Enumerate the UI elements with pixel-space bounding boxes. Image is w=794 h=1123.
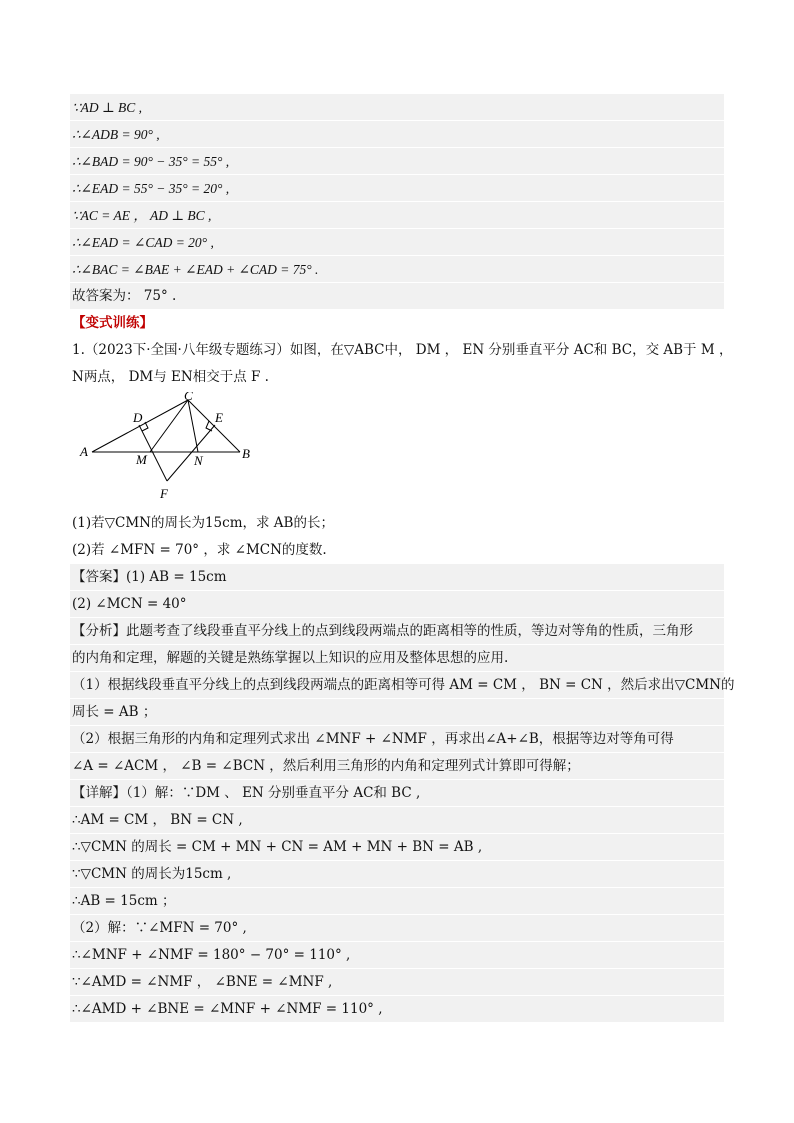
solution-line: ∵AC = AE ， AD ⊥ BC , xyxy=(70,202,724,229)
label-D: D xyxy=(133,410,143,425)
analysis-line: 周长 = AB ； xyxy=(70,699,724,726)
detail-line: ∴∠MNF + ∠NMF = 180° − 70° = 110° , xyxy=(70,942,724,969)
detail-line: ∴AB = 15cm ； xyxy=(70,888,724,915)
section-title: 【变式训练】 xyxy=(72,315,153,331)
question-block xyxy=(70,337,733,391)
detail-line: （2）解：∵∠MFN = 70° , xyxy=(70,915,724,942)
label-F: F xyxy=(160,486,168,501)
detail-line: ∵▽CMN 的周长为15cm , xyxy=(70,861,724,888)
solution-line: ∴∠BAD = 90° − 35° = 55° , xyxy=(70,148,724,175)
answer-line: (2) ∠MCN = 40° xyxy=(70,591,724,618)
question-line-1: 1.（2023下·全国·八年级专题练习）如图，在▽ABC中， DM ， EN 分别垂直平分 AC和 BC，交 AB于 M ， xyxy=(72,342,733,358)
sub-question-2: (2)若 ∠MFN = 70° ，求 ∠MCN的度数. xyxy=(72,542,327,558)
analysis-line: 【分析】此题考查了线段垂直平分线上的点到线段两端点的距离相等的性质，等边对等角的性质，三角形 xyxy=(70,618,724,645)
sub-questions xyxy=(70,510,724,564)
detail-line: ∴AM = CM ， BN = CN , xyxy=(70,807,724,834)
geometry-figure xyxy=(78,392,278,507)
detail-line: 【详解】（1）解：∵DM 、 EN 分别垂直平分 AC和 BC , xyxy=(70,780,724,807)
detail-line: ∴▽CMN 的周长 = CM + MN + CN = AM + MN + BN = AB , xyxy=(70,834,724,861)
solution-conclusion: 故答案为： 75° . xyxy=(70,283,724,310)
answer-line: 【答案】(1) AB = 15cm xyxy=(70,564,724,591)
segment-CM xyxy=(150,400,188,452)
segment-EF xyxy=(167,425,215,481)
label-M: M xyxy=(136,452,147,467)
label-E: E xyxy=(215,410,223,425)
label-C: C xyxy=(184,392,193,403)
label-B: B xyxy=(242,446,250,461)
detail-line: ∵∠AMD = ∠NMF ， ∠BNE = ∠MNF , xyxy=(70,969,724,996)
analysis-line: （2）根据三角形的内角和定理列式求出 ∠MNF + ∠NMF ，再求出∠A+∠B，根据等边对等角可得 xyxy=(70,726,724,753)
question-line-2: N两点， DM与 EN相交于点 F . xyxy=(72,369,269,385)
label-N: N xyxy=(194,453,203,468)
analysis-line: ∠A = ∠ACM ， ∠B = ∠BCN ，然后利用三角形的内角和定理列式计算即可得解； xyxy=(70,753,724,780)
label-A: A xyxy=(80,444,88,459)
detail-line: ∴∠AMD + ∠BNE = ∠MNF + ∠NMF = 110° , xyxy=(70,996,724,1023)
analysis-line: （1）根据线段垂直平分线上的点到线段两端点的距离相等可得 AM = CM ， BN = CN ，然后求出▽CMN的 xyxy=(70,672,724,699)
solution-line: ∴∠EAD = 55° − 35° = 20° , xyxy=(70,175,724,202)
section-header xyxy=(70,310,724,337)
solution-line: ∴∠BAC = ∠BAE + ∠EAD + ∠CAD = 75° . xyxy=(70,256,724,283)
solution-line: ∵AD ⊥ BC , xyxy=(70,94,724,121)
sub-question-1: (1)若▽CMN的周长为15cm，求 AB的长； xyxy=(72,515,334,531)
solution-line: ∴∠ADB = 90° , xyxy=(70,121,724,148)
answer-block xyxy=(70,564,735,1023)
previous-solution-block xyxy=(70,94,724,310)
analysis-line: 的内角和定理，解题的关键是熟练掌握以上知识的应用及整体思想的应用. xyxy=(70,645,724,672)
solution-line: ∴∠EAD = ∠CAD = 20° , xyxy=(70,229,724,256)
